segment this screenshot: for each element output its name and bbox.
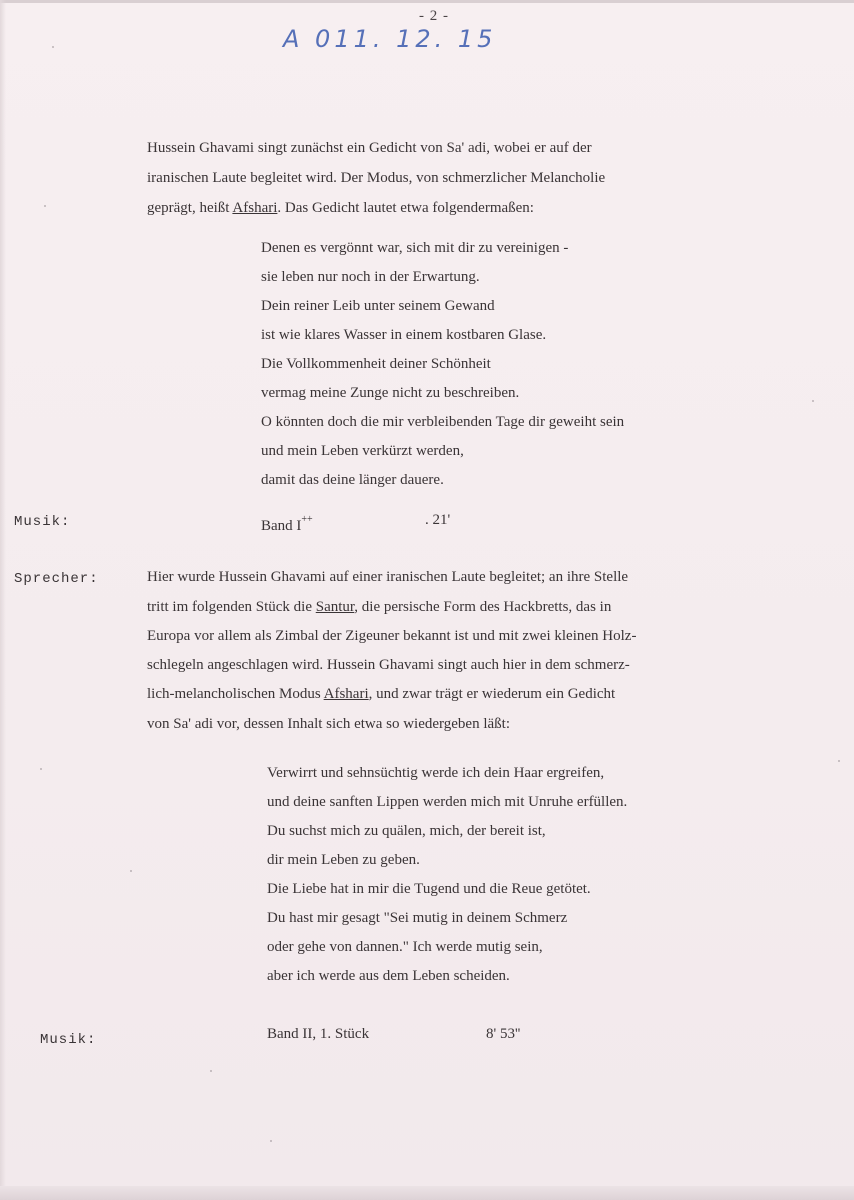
poem-1-line: ist wie klares Wasser in einem kostbaren Glase.	[261, 327, 547, 343]
speaker-line-4: schlegeln angeschlagen wird. Hussein Ghavami singt auch hier in dem schmerz-	[147, 657, 630, 673]
poem-1-line: und mein Leben verkürzt werden,	[261, 443, 464, 459]
music-label-1: Musik:	[14, 514, 71, 530]
poem-2-line: oder gehe von dannen." Ich werde mutig sein,	[267, 939, 543, 955]
poem-1-line: Dein reiner Leib unter seinem Gewand	[261, 298, 495, 314]
music-1-band	[261, 510, 313, 536]
poem-2-line: Verwirrt und sehnsüchtig werde ich dein Haar ergreifen,	[267, 765, 605, 781]
poem-1-line: Die Vollkommenheit deiner Schönheit	[261, 356, 491, 372]
speaker-line-3: Europa vor allem als Zimbal der Zigeuner bekannt ist und mit zwei kleinen Holz-	[147, 628, 637, 644]
music-2-band: Band II, 1. Stück	[267, 1026, 370, 1042]
speaker-line-5-pre: lich-melancholischen Modus	[147, 686, 324, 702]
speaker-line-2-post: , die persische Form des Hackbretts, das in	[354, 599, 612, 615]
speaker-label: Sprecher:	[14, 571, 99, 587]
speaker-line-2-pre: tritt im folgenden Stück die	[147, 599, 316, 615]
archive-number-handwritten: A 011. 12. 15	[283, 25, 497, 53]
poem-2-line: und deine sanften Lippen werden mich mit Unruhe erfüllen.	[267, 794, 628, 810]
page-number: - 2 -	[419, 8, 449, 24]
speaker-line-2	[147, 597, 611, 617]
poem-1-line: Denen es vergönnt war, sich mit dir zu vereinigen -	[261, 240, 569, 256]
poem-1-line: vermag meine Zunge nicht zu beschreiben.	[261, 385, 520, 401]
instrument-name-santur: Santur	[315, 599, 355, 615]
music-1-band-text: Band I	[261, 518, 302, 534]
poem-2-line: aber ich werde aus dem Leben scheiden.	[267, 968, 510, 984]
speaker-line-5	[147, 684, 615, 704]
poem-2-line: Du hast mir gesagt "Sei mutig in deinem Schmerz	[267, 910, 568, 926]
intro-line-1: Hussein Ghavami singt zunächst ein Gedicht von Sa' adi, wobei er auf der	[147, 140, 592, 156]
music-2-duration: 8' 53''	[486, 1026, 521, 1042]
music-1-band-sup: ++	[301, 514, 313, 525]
poem-2-line: dir mein Leben zu geben.	[267, 852, 420, 868]
scan-speck	[838, 760, 840, 762]
scan-speck	[52, 46, 54, 48]
poem-2-line: Die Liebe hat in mir die Tugend und die Reue getötet.	[267, 881, 591, 897]
music-1-duration: . 21'	[425, 512, 451, 528]
poem-1-line: sie leben nur noch in der Erwartung.	[261, 269, 480, 285]
scan-speck	[270, 1140, 272, 1142]
music-label-2: Musik:	[40, 1032, 97, 1048]
scan-speck	[210, 1070, 212, 1072]
intro-line-3-post: . Das Gedicht lautet etwa folgendermaßen:	[277, 200, 534, 216]
scan-speck	[130, 870, 132, 872]
scan-speck	[812, 400, 814, 402]
mode-name-afshari: Afshari	[323, 686, 369, 702]
speaker-line-1: Hier wurde Hussein Ghavami auf einer iranischen Laute begleitet; an ihre Stelle	[147, 569, 629, 585]
poem-1-line: damit das deine länger dauere.	[261, 472, 444, 488]
scan-speck	[44, 205, 46, 207]
intro-line-3	[147, 198, 534, 218]
mode-name-afshari: Afshari	[232, 200, 278, 216]
speaker-line-6: von Sa' adi vor, dessen Inhalt sich etwa so wiedergeben läßt:	[147, 716, 510, 732]
speaker-line-5-post: , und zwar trägt er wiederum ein Gedicht	[368, 686, 616, 702]
poem-2-line: Du suchst mich zu quälen, mich, der bereit ist,	[267, 823, 546, 839]
page-left-edge	[0, 0, 6, 1200]
page-bottom-edge	[0, 1186, 854, 1200]
poem-1-line: O könnten doch die mir verbleibenden Tage dir geweiht sein	[261, 414, 625, 430]
intro-line-2: iranischen Laute begleitet wird. Der Modus, von schmerzlicher Melancholie	[147, 170, 606, 186]
page-top-edge	[0, 0, 854, 3]
intro-line-3-pre: geprägt, heißt	[147, 200, 233, 216]
scan-speck	[40, 768, 42, 770]
